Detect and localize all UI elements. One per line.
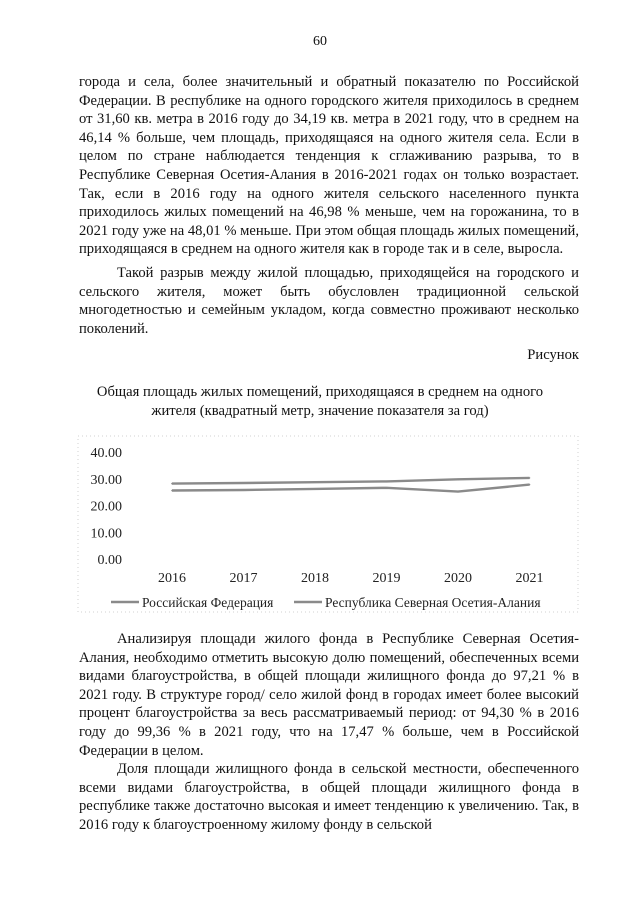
series-line-1 xyxy=(172,478,530,484)
series-1-point xyxy=(243,482,245,484)
y-tick-label: 20.00 xyxy=(90,499,122,515)
figure-label: Рисунок xyxy=(527,347,579,363)
series-1-point xyxy=(529,477,531,479)
x-tick-label: 2020 xyxy=(444,571,472,586)
series-1-point xyxy=(457,479,459,481)
series-2-point xyxy=(457,491,459,493)
y-tick-label: 10.00 xyxy=(90,526,122,542)
legend-label-2: Республика Северная Осетия-Алания xyxy=(325,595,541,610)
series-1-point xyxy=(314,481,316,483)
paragraph-2: Такой разрыв между жилой площадью, приходящейся на городского и сельского жителя, может быть обусловлен традиционной сельской многодетностью и семейным укладом, когда совместно проживают несколько поколений. xyxy=(79,265,579,337)
x-tick-label: 2018 xyxy=(301,571,329,586)
series-2-point xyxy=(386,487,388,489)
x-tick-label: 2019 xyxy=(372,571,401,586)
page-number: 60 xyxy=(313,34,327,49)
series-line-2 xyxy=(172,485,530,492)
line-chart xyxy=(74,432,584,618)
series-2-point xyxy=(243,489,245,491)
chart-title: Общая площадь жилых помещений, приходящаяся в среднем на одного жителя (квадратный метр, значение показателя за год) xyxy=(96,384,544,419)
legend-label-1: Российская Федерация xyxy=(142,595,274,610)
x-tick-label: 2021 xyxy=(515,571,544,586)
series-1-point xyxy=(386,481,388,483)
y-tick-label: 30.00 xyxy=(90,472,122,488)
series-2-point xyxy=(171,490,173,492)
y-tick-label: 0.00 xyxy=(97,553,122,568)
paragraph-1: города и села, более значительный и обратный показателю по Российской Федерации. В республике на одного городского жителя приходилось в среднем от 31,60 кв. метра в 2016 году до 34,19 кв. метра в 2021 году, что в среднем на 46,14 % больше, чем площадь, приходящаяся на одного жителя села. Если в целом по стране наблюдается тенденция к сглаживанию разрыва, то в Республике Северная Осетия-Алания в 2016-2021 годах он только возрастает. Так, если в 2016 году на одного жителя сельского населенного пункта приходилось жилых помещений на 46,98 % меньше, чем на горожанина, то в 2021 году уже на 48,01 % меньше. При этом общая площадь жилых помещений, приходящаяся в среднем на одного жителя как в городе так и в селе, выросла. xyxy=(79,74,579,258)
series-2-point xyxy=(314,488,316,490)
x-tick-label: 2016 xyxy=(158,571,186,586)
x-tick-label: 2017 xyxy=(229,571,258,586)
paragraph-3: Анализируя площади жилого фонда в Республике Северная Осетия-Алания, необходимо отметить высокую долю помещений, обеспеченных всеми видами благоустройства, в общей площади жилищного фонда до 97,21 % в 2021 году. В структуре город/ село жилой фонд в городах имеет более высокий процент благоустройства за весь рассматриваемый период: от 94,30 % в 2016 году до 99,36 % в 2021 году, что на 17,47 % больше, чем в Российской Федерации в целом. xyxy=(79,631,579,759)
series-2-point xyxy=(529,484,531,486)
y-tick-label: 40.00 xyxy=(90,446,122,461)
series-1-point xyxy=(171,483,173,485)
paragraph-4: Доля площади жилищного фонда в сельской местности, обеспеченного всеми видами благоустройства, в общей площади жилищного фонда в республике также достаточно высокая и имеет тенденцию к увеличению. Так, в 2016 году к благоустроенному жилому фонду в сельской xyxy=(79,761,579,833)
